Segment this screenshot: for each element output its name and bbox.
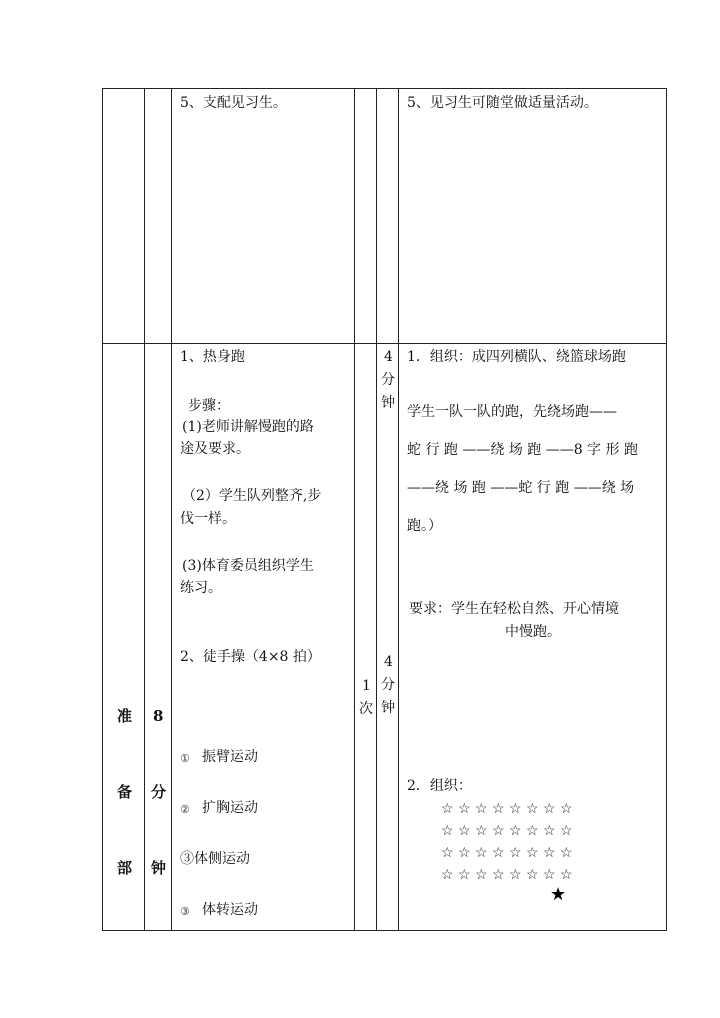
duration1-char: 钟 <box>381 395 395 411</box>
part-char: 备 <box>117 783 133 801</box>
org1-line4: ——绕 场 跑 ——蛇 行 跑 ——绕 场 <box>407 480 635 496</box>
content-cell <box>172 344 355 931</box>
times-cell <box>355 344 377 931</box>
content-cell <box>172 89 355 344</box>
duration1-num: 4 <box>384 349 393 365</box>
time-cell <box>145 89 172 344</box>
requirement-line1: 要求：学生在轻松自然、开心情境 <box>409 601 619 617</box>
step3-line2: 练习。 <box>180 580 222 596</box>
ex2-number: ② <box>180 803 190 816</box>
time-char: 钟 <box>151 859 167 877</box>
times-unit: 次 <box>359 701 373 717</box>
duration1-char: 分 <box>381 372 395 388</box>
ex1-text: 振臂运动 <box>202 749 258 765</box>
table-row <box>103 344 667 931</box>
org2-title: 2．组织： <box>407 778 472 794</box>
time-char: 8 <box>153 707 164 725</box>
student-row-stars: ☆ ☆ ☆ ☆ ☆ ☆ ☆ ☆ <box>441 845 573 861</box>
organization-cell <box>399 89 667 344</box>
org1-line2: 学生一队一队的跑，先绕场跑—— <box>407 404 617 420</box>
steps-label: 步骤： <box>188 398 230 414</box>
org1-line3: 蛇 行 跑 ——绕 场 跑 ——8 字 形 跑 <box>407 442 638 458</box>
times-cell <box>355 89 377 344</box>
ex4-text: 体转运动 <box>202 902 258 918</box>
duration2-num: 4 <box>384 654 393 670</box>
student-row-stars: ☆ ☆ ☆ ☆ ☆ ☆ ☆ ☆ <box>441 801 573 817</box>
ex1-number: ① <box>180 752 190 765</box>
part-char: 部 <box>117 859 133 877</box>
step1-line1: (1)老师讲解慢跑的路 <box>182 419 314 435</box>
part-char: 准 <box>117 707 133 725</box>
requirement-line2: 中慢跑。 <box>505 624 561 640</box>
step2-line1: （2）学生队列整齐,步 <box>182 488 322 504</box>
ex4-number: ③ <box>180 905 190 918</box>
organization-cell <box>399 344 667 931</box>
duration2-char: 分 <box>381 677 395 693</box>
teacher-star-icon: ★ <box>550 884 567 905</box>
duration2-char: 钟 <box>381 700 395 716</box>
times-count: 1 <box>362 678 371 694</box>
step3-line1: (3)体育委员组织学生 <box>182 558 314 574</box>
duration-cell <box>377 344 399 931</box>
student-row-stars: ☆ ☆ ☆ ☆ ☆ ☆ ☆ ☆ <box>441 823 573 839</box>
ex3-text: ③体侧运动 <box>180 851 250 867</box>
student-row-stars: ☆ ☆ ☆ ☆ ☆ ☆ ☆ ☆ <box>441 867 573 883</box>
step2-line2: 伐一样。 <box>180 511 236 527</box>
org1-line5: 跑。） <box>407 518 442 534</box>
duration-cell <box>377 89 399 344</box>
item2-title: 2、徒手操（4×8 拍） <box>180 649 321 665</box>
item1-title: 1、热身跑 <box>180 349 245 365</box>
time-char: 分 <box>151 783 167 801</box>
ex2-text: 扩胸运动 <box>202 800 258 816</box>
table-row <box>103 89 667 344</box>
step1-line2: 途及要求。 <box>180 441 250 457</box>
part-cell <box>103 344 145 931</box>
organization-text: 5、见习生可随堂做适量活动。 <box>407 95 598 111</box>
org1-line1: 1．组织：成四列横队、绕篮球场跑 <box>407 349 626 365</box>
part-cell <box>103 89 145 344</box>
lesson-plan-table <box>102 88 667 931</box>
time-cell <box>145 344 172 931</box>
content-text: 5、支配见习生。 <box>180 95 287 111</box>
